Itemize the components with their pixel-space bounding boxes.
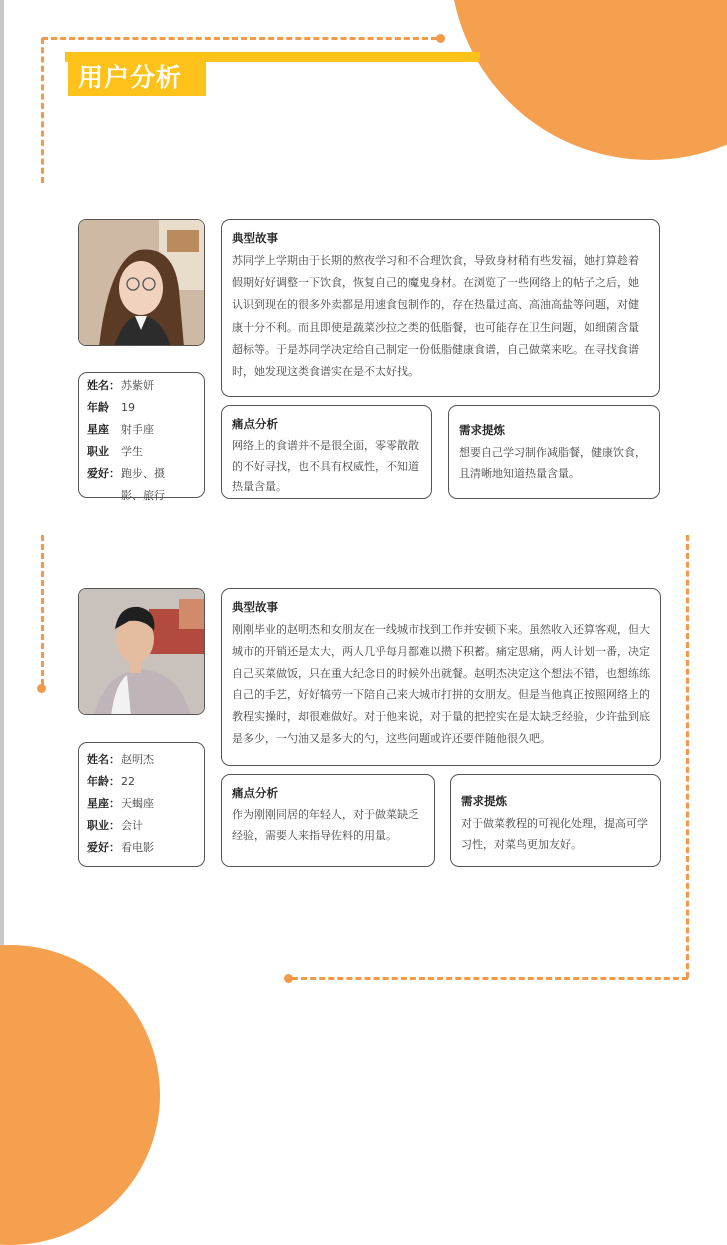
info-value: 19 xyxy=(121,401,135,414)
info-row-hobby xyxy=(87,837,196,859)
pain-text: 作为刚刚同居的年轻人，对于做菜缺乏经验，需要人来指导佐料的用量。 xyxy=(232,808,419,842)
portrait-image xyxy=(79,220,205,346)
need-title: 需求提炼 xyxy=(461,794,507,808)
info-value: 跑步、摄影、旅行 xyxy=(121,467,165,502)
info-label: 职业： xyxy=(87,819,120,832)
info-row-hobby xyxy=(87,463,196,507)
dashed-line-left-mid xyxy=(41,535,44,685)
need-text: 对于做菜教程的可视化处理，提高可学习性，对菜鸟更加友好。 xyxy=(461,817,648,851)
info-label: 年龄 xyxy=(87,401,109,414)
info-label: 星座： xyxy=(87,797,120,810)
info-row-zodiac xyxy=(87,419,196,441)
portrait-image xyxy=(79,589,205,715)
info-value: 天蝎座 xyxy=(121,797,154,810)
info-value: 苏紫妍 xyxy=(121,379,154,392)
info-label: 星座 xyxy=(87,423,109,436)
pain-title: 痛点分析 xyxy=(232,786,278,800)
dashed-line-dot xyxy=(284,974,293,983)
story-text: 苏同学上学期由于长期的熬夜学习和不合理饮食，导致身材稍有些发福，她打算趁着假期好好调整一下饮食，恢复自己的魔鬼身材。在浏览了一些网络上的帖子之后，她认识到现在的很多外卖都是用速食包制作的，存在热量过高、高油高盐等问题，对健康十分不利。而且即使是蔬菜沙拉之类的低脂餐，也可能存在卫生问题，如细菌含量超标等。于是苏同学决定给自己制定一份低脂健康食谱，自己做菜来吃。在寻找食谱时，她发现这类食谱实在是不太好找。 xyxy=(232,254,639,379)
info-label: 姓名： xyxy=(87,379,120,392)
info-row-job xyxy=(87,441,196,463)
pain-card-2 xyxy=(221,774,435,867)
dashed-line-bottom xyxy=(292,977,688,980)
dashed-line-left-top xyxy=(41,38,44,183)
dashed-line-dot xyxy=(436,34,445,43)
story-title: 典型故事 xyxy=(232,600,278,614)
persona-info-2 xyxy=(78,742,205,867)
info-value: 看电影 xyxy=(121,841,154,854)
info-label: 爱好： xyxy=(87,467,120,480)
pain-card-1 xyxy=(221,405,432,499)
info-row-zodiac xyxy=(87,793,196,815)
persona-photo-2 xyxy=(78,588,205,715)
page-edge xyxy=(0,0,4,1024)
need-card-1 xyxy=(448,405,660,499)
dashed-line-top xyxy=(42,37,437,40)
story-card-2 xyxy=(221,588,661,766)
story-title: 典型故事 xyxy=(232,231,278,245)
decorative-circle-bottom-left xyxy=(0,945,160,1245)
dashed-line-right xyxy=(686,535,689,978)
page-title: 用户分析 xyxy=(68,60,206,96)
info-row-name xyxy=(87,749,196,771)
need-card-2 xyxy=(450,774,661,867)
info-row-age xyxy=(87,771,196,793)
pain-text: 网络上的食谱并不是很全面，零零散散的不好寻找，也不具有权威性，不知道热量含量。 xyxy=(232,439,419,493)
need-text: 想要自己学习制作减脂餐，健康饮食，且清晰地知道热量含量。 xyxy=(459,446,646,480)
need-title: 需求提炼 xyxy=(459,423,505,437)
info-row-job xyxy=(87,815,196,837)
info-label: 职业 xyxy=(87,445,109,458)
info-value: 赵明杰 xyxy=(121,753,154,766)
story-text: 刚刚毕业的赵明杰和女朋友在一线城市找到工作并安顿下来。虽然收入还算客观，但大城市的开销还是太大，两人几乎每月都难以攒下积蓄。痛定思痛，两人计划一番，决定自己买菜做饭，只在重大纪念日的时候外出就餐。赵明杰决定这个想法不错，也想练练自己的手艺，好好犒劳一下陪自己来大城市打拼的女朋友。但是当他真正按照网络上的教程实操时，却很难做好。对于他来说，对于量的把控实在是太缺乏经验，少许盐到底是多少，一勺油又是多大的勺，这些问题或许还要伴随他很久吧。 xyxy=(232,623,650,745)
persona-photo-1 xyxy=(78,219,205,346)
info-row-age xyxy=(87,397,196,419)
info-row-name xyxy=(87,375,196,397)
story-card-1 xyxy=(221,219,660,397)
info-value: 学生 xyxy=(121,445,143,458)
info-value: 22 xyxy=(121,775,135,788)
pain-title: 痛点分析 xyxy=(232,417,278,431)
dashed-line-dot xyxy=(37,684,46,693)
info-value: 会计 xyxy=(121,819,143,832)
persona-info-1 xyxy=(78,372,205,502)
decorative-circle-top-right xyxy=(450,0,727,160)
info-label: 姓名： xyxy=(87,753,120,766)
info-value: 射手座 xyxy=(121,423,154,436)
info-label: 爱好： xyxy=(87,841,120,854)
info-label: 年龄： xyxy=(87,775,120,788)
